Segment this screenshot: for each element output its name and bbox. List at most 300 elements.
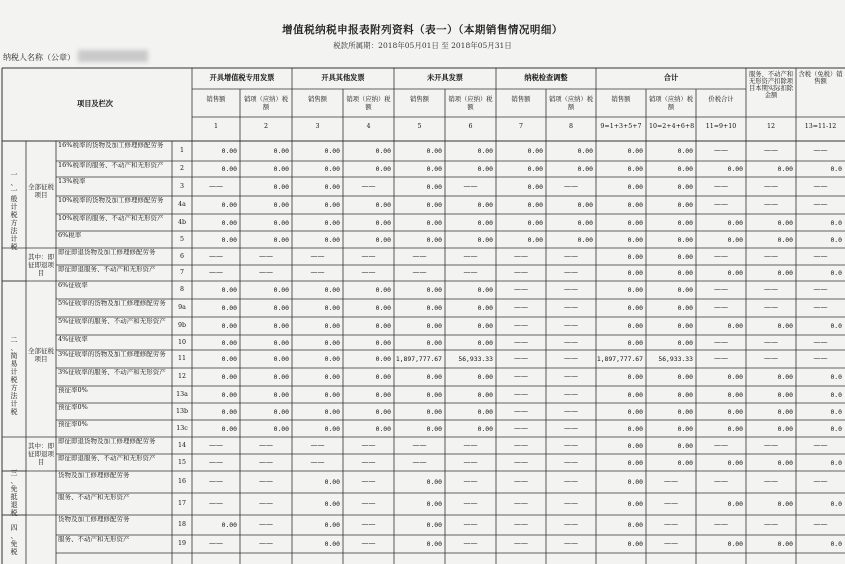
value-cell: 0.00 [426, 540, 442, 548]
value-cell: 0.00 [627, 521, 643, 529]
value-cell: —— [714, 354, 728, 362]
value-cell: —— [361, 520, 376, 528]
value-cell: 0.00 [627, 458, 643, 467]
column-subheader: 销售额 [206, 96, 226, 103]
value-cell: 0.00 [677, 407, 693, 416]
value-cell: —— [514, 337, 528, 346]
value-cell: —— [813, 146, 828, 154]
value-cell: —— [564, 440, 578, 449]
value-cell: 0.0 [830, 235, 842, 244]
column-subheader: 价税合计 [708, 96, 734, 103]
value-cell: 0.0 [830, 322, 842, 330]
tax-period: 税款所属期：2018年05月01日 至 2018年05月31日 [333, 41, 512, 50]
value-cell: 0.00 [324, 218, 340, 227]
value-cell: —— [813, 285, 828, 293]
value-cell: 0.00 [426, 322, 442, 330]
value-cell: —— [209, 181, 223, 190]
column-number: 1 [213, 123, 218, 130]
value-cell: —— [564, 181, 578, 190]
value-cell: —— [664, 520, 678, 528]
value-cell: —— [764, 354, 778, 362]
value-cell: 0.00 [577, 218, 593, 227]
value-cell: 0.00 [677, 182, 693, 191]
value-cell: 0.00 [273, 322, 289, 330]
value-cell: 0.00 [221, 338, 237, 347]
value-cell: —— [463, 251, 478, 260]
value-cell: 0.00 [677, 458, 693, 467]
value-cell: —— [514, 499, 528, 507]
value-cell: 0.00 [777, 235, 793, 244]
value-cell: 0.00 [324, 322, 340, 330]
value-cell: 0.00 [375, 338, 391, 347]
row-line-number: 19 [177, 540, 186, 547]
row-line-number: 12 [177, 373, 186, 380]
value-cell: 0.00 [627, 269, 643, 277]
value-cell: 0.00 [477, 424, 493, 433]
row-line-number: 7 [179, 269, 184, 276]
value-cell: 56,933.33 [458, 355, 493, 363]
column-group-header: 开具增值税专用发票 [209, 73, 275, 82]
value-cell: 0.00 [677, 286, 693, 294]
value-cell: —— [463, 181, 478, 190]
value-cell: 0.00 [324, 424, 340, 433]
value-cell: 0.00 [324, 407, 340, 416]
value-cell: 0.00 [627, 322, 643, 330]
value-cell: 0.00 [677, 165, 693, 173]
value-cell: 0.00 [426, 521, 442, 529]
column-group-header: 纳税检查调整 [524, 73, 568, 82]
row-label: 6%税率 [58, 232, 82, 239]
value-cell: 0.00 [477, 304, 493, 312]
row-line-number: 3 [179, 182, 184, 190]
value-cell: —— [361, 457, 376, 466]
value-cell: —— [714, 181, 728, 190]
value-cell: —— [564, 423, 578, 432]
value-cell: 0.00 [221, 235, 237, 244]
value-cell: 0.00 [273, 182, 289, 191]
value-cell: —— [813, 477, 828, 485]
row-line-number: 2 [179, 165, 184, 172]
value-cell: 0.00 [426, 390, 442, 399]
value-cell: —— [813, 251, 828, 260]
value-cell: 0.00 [324, 355, 340, 363]
value-cell: 0.00 [375, 355, 391, 363]
value-cell: 0.00 [324, 304, 340, 312]
value-cell: 0.00 [426, 286, 442, 294]
value-cell: —— [764, 477, 778, 485]
column-number: 12 [766, 123, 775, 130]
column-number: 9=1+3+5+7 [600, 123, 642, 130]
value-cell: —— [664, 499, 678, 507]
value-cell: 0.00 [627, 540, 643, 548]
row-label: 13%税率 [58, 178, 86, 185]
row-line-number: 1 [179, 147, 184, 154]
value-cell: 0.00 [426, 478, 442, 486]
value-cell: —— [361, 268, 376, 276]
value-cell: —— [361, 499, 376, 507]
value-cell: 0.00 [677, 252, 693, 261]
value-cell: 0.00 [426, 235, 442, 244]
value-cell: 0.00 [777, 390, 793, 399]
value-cell: 0.00 [477, 338, 493, 347]
row-label: 即征即退货物及加工修理修配劳务 [58, 249, 156, 256]
value-cell: 0.00 [627, 235, 643, 244]
value-cell: 0.00 [375, 201, 391, 209]
value-cell: —— [764, 520, 778, 528]
value-cell: 0.00 [677, 322, 693, 330]
column-subheader: 销售额 [308, 96, 327, 103]
value-cell: —— [259, 520, 273, 528]
row-line-number: 9b [177, 322, 187, 329]
value-cell: 0.00 [577, 201, 593, 209]
value-cell: —— [764, 200, 778, 208]
value-cell: 0.00 [221, 165, 237, 173]
value-cell: —— [412, 440, 427, 449]
section-label: 二 、 简 易 计 税 方 法 计 税 [10, 336, 18, 416]
row-line-number: 10 [177, 338, 186, 346]
value-cell: —— [361, 251, 376, 260]
value-cell: —— [664, 539, 678, 547]
value-cell: —— [209, 499, 223, 507]
value-cell: 0.00 [777, 500, 793, 508]
form-title: 增值税纳税申报表附列资料（表一）（本期销售情况明细） [282, 24, 563, 36]
value-cell: —— [714, 520, 728, 528]
value-cell: 0.00 [577, 147, 593, 155]
value-cell: 0.00 [477, 201, 493, 209]
value-cell: 0.00 [221, 201, 237, 209]
value-cell: —— [514, 389, 528, 398]
value-cell: 0.00 [777, 373, 793, 381]
value-cell: 0.00 [627, 407, 643, 416]
value-cell: —— [764, 146, 778, 154]
value-cell: 0.00 [477, 390, 493, 399]
value-cell: 0.00 [627, 441, 643, 450]
row-line-number: 13b [175, 407, 189, 415]
corner-header: 项目及栏次 [77, 99, 113, 108]
value-cell: 0.00 [324, 390, 340, 399]
row-label: 即征即退服务、不动产和无形资产 [58, 266, 156, 273]
value-cell: 0.00 [777, 165, 793, 173]
value-cell: 0.00 [221, 218, 237, 227]
value-cell: —— [564, 539, 578, 547]
value-cell: 0.00 [375, 424, 391, 433]
value-cell: 0.00 [477, 147, 493, 155]
value-cell: 0.0 [830, 218, 842, 227]
value-cell: 0.00 [324, 165, 340, 173]
row-label: 服务、不动产和无形资产 [58, 494, 130, 501]
value-cell: 0.00 [426, 182, 442, 191]
value-cell: 0.00 [221, 424, 237, 433]
value-cell: 0.00 [527, 147, 543, 155]
value-cell: 0.00 [777, 218, 793, 227]
value-cell: 0.00 [727, 540, 743, 548]
value-cell: —— [764, 285, 778, 293]
column-subheader: 销售额 [611, 96, 631, 103]
value-cell: 0.00 [677, 218, 693, 227]
value-cell: —— [463, 477, 478, 485]
section-label: 一 、 一 般 计 税 方 法 计 税 [10, 171, 18, 251]
value-cell: 0.00 [477, 407, 493, 416]
value-cell: 0.00 [273, 304, 289, 312]
column-group-header: 服务、不动产和无形资产扣除项目本期实际扣除金额 [748, 71, 794, 99]
column-number: 6 [468, 123, 473, 130]
row-label: 6%征收率 [58, 282, 88, 289]
value-cell: —— [209, 539, 223, 547]
subsection-label: 全部征税项目 [28, 182, 54, 199]
value-cell: 0.00 [426, 373, 442, 381]
value-cell: —— [714, 440, 728, 449]
row-label: 预征率0% [58, 404, 88, 411]
value-cell: 0.00 [677, 235, 693, 244]
value-cell: —— [514, 539, 528, 547]
value-cell: 0.00 [426, 147, 442, 155]
value-cell: —— [714, 146, 728, 154]
column-subheader: 销项（应纳）税额 [548, 96, 594, 111]
value-cell: 0.00 [527, 182, 543, 191]
value-cell: —— [514, 406, 528, 415]
value-cell: 0.00 [627, 147, 643, 155]
row-label: 服务、不动产和无形资产 [58, 536, 130, 543]
value-cell: 0.00 [375, 235, 391, 244]
value-cell: 0.00 [777, 269, 793, 277]
column-group-header: 含税（免税）销售额 [798, 71, 843, 85]
section-label: 四 、 免 税 [10, 523, 18, 556]
row-line-number: 16 [177, 478, 186, 485]
column-subheader: 销售额 [511, 96, 531, 103]
value-cell: 0.0 [830, 373, 842, 381]
value-cell: 0.00 [527, 235, 543, 244]
value-cell: 0.00 [477, 286, 493, 294]
value-cell: 0.00 [273, 286, 289, 294]
value-cell: 0.0 [830, 424, 842, 433]
value-cell: —— [564, 499, 578, 507]
value-cell: —— [259, 457, 273, 466]
value-cell: —— [764, 181, 778, 190]
value-cell: 0.00 [324, 235, 340, 244]
value-cell: 1,897,777.67 [395, 355, 442, 363]
row-label: 4%征收率 [58, 336, 88, 343]
column-number: 11=9+10 [705, 123, 737, 130]
column-group-header: 合计 [663, 73, 679, 82]
value-cell: 0.00 [627, 390, 643, 399]
value-cell: 0.00 [677, 424, 693, 433]
value-cell: —— [361, 181, 376, 190]
value-cell: 0.00 [677, 269, 693, 277]
row-label: 3%征收率的服务、不动产和无形资产 [58, 369, 166, 376]
value-cell: 0.00 [627, 338, 643, 347]
value-cell: 0.00 [273, 373, 289, 381]
value-cell: 0.00 [677, 390, 693, 399]
value-cell: —— [514, 321, 528, 329]
row-line-number: 17 [177, 500, 186, 507]
value-cell: 0.00 [426, 500, 442, 508]
row-line-number: 13a [176, 390, 188, 398]
value-cell: —— [259, 477, 273, 485]
value-cell: —— [813, 303, 828, 311]
value-cell: —— [714, 285, 728, 293]
value-cell: 0.00 [426, 407, 442, 416]
value-cell: —— [412, 268, 427, 276]
value-cell: —— [259, 440, 273, 449]
value-cell: —— [361, 477, 376, 485]
column-number: 7 [518, 123, 523, 130]
value-cell: 0.0 [830, 407, 842, 416]
column-number: 13=11-12 [804, 123, 837, 130]
value-cell: —— [209, 477, 223, 485]
value-cell: —— [813, 337, 828, 346]
value-cell: 0.00 [221, 521, 237, 529]
value-cell: —— [209, 268, 223, 276]
value-cell: 0.00 [221, 390, 237, 399]
value-cell: —— [514, 354, 528, 362]
value-cell: 0.00 [273, 165, 289, 173]
value-cell: 0.00 [627, 201, 643, 209]
value-cell: 0.00 [727, 269, 743, 277]
value-cell: 0.00 [273, 407, 289, 416]
value-cell: 0.00 [426, 304, 442, 312]
value-cell: 0.00 [727, 407, 743, 416]
value-cell: 0.00 [627, 424, 643, 433]
value-cell: 0.00 [375, 407, 391, 416]
value-cell: 0.00 [627, 218, 643, 227]
value-cell: 0.00 [426, 201, 442, 209]
subsection-label: 其中：即征即退项目 [28, 442, 54, 466]
value-cell: —— [764, 337, 778, 346]
value-cell: —— [813, 354, 828, 362]
value-cell: —— [564, 337, 578, 346]
value-cell: —— [564, 321, 578, 329]
value-cell: —— [259, 251, 273, 260]
value-cell: —— [463, 440, 478, 449]
value-cell: 0.00 [221, 373, 237, 381]
value-cell: 0.00 [677, 441, 693, 450]
value-cell: 0.00 [677, 201, 693, 209]
value-cell: —— [259, 499, 273, 507]
value-cell: —— [514, 520, 528, 528]
value-cell: 0.00 [375, 304, 391, 312]
column-subheader: 销项（应纳）税额 [448, 96, 493, 111]
value-cell: 0.00 [426, 165, 442, 173]
value-cell: —— [714, 477, 728, 485]
subsection-label: 其中：即征即退项目 [28, 252, 54, 277]
value-cell: —— [412, 457, 427, 466]
value-cell: —— [514, 457, 528, 466]
taxpayer-name-label: 纳税人名称（公章） [3, 53, 75, 62]
row-label: 即征即退服务、不动产和无形资产 [58, 455, 156, 462]
value-cell: 0.00 [273, 338, 289, 347]
value-cell: 0.00 [324, 478, 340, 486]
value-cell: 0.00 [677, 147, 693, 155]
value-cell: 0.00 [527, 218, 543, 227]
value-cell: 0.00 [777, 540, 793, 548]
column-number: 4 [366, 123, 371, 130]
value-cell: 0.00 [324, 182, 340, 191]
value-cell: 0.00 [273, 235, 289, 244]
value-cell: 0.00 [426, 424, 442, 433]
column-number: 2 [263, 123, 268, 130]
row-line-number: 18 [177, 521, 186, 528]
value-cell: 0.00 [677, 304, 693, 312]
value-cell: —— [564, 303, 578, 311]
value-cell: —— [514, 372, 528, 380]
value-cell: 0.00 [375, 286, 391, 294]
value-cell: 0.0 [830, 458, 842, 467]
value-cell: —— [764, 303, 778, 311]
value-cell: 0.00 [375, 373, 391, 381]
value-cell: 0.00 [221, 322, 237, 330]
value-cell: 0.00 [273, 201, 289, 209]
value-cell: —— [463, 268, 478, 276]
value-cell: —— [209, 440, 223, 449]
value-cell: —— [714, 200, 728, 208]
value-cell: 0.00 [221, 407, 237, 416]
value-cell: 0.00 [627, 165, 643, 173]
value-cell: 0.00 [221, 286, 237, 294]
value-cell: 0.0 [830, 390, 842, 399]
value-cell: —— [412, 251, 427, 260]
value-cell: —— [463, 520, 478, 528]
value-cell: 0.0 [830, 500, 842, 508]
value-cell: 0.00 [324, 286, 340, 294]
value-cell: —— [764, 251, 778, 260]
value-cell: 0.00 [777, 424, 793, 433]
value-cell: 0.00 [677, 373, 693, 381]
value-cell: 0.00 [426, 338, 442, 347]
value-cell: 0.00 [221, 304, 237, 312]
column-number: 10=2+4+6+8 [649, 123, 695, 130]
value-cell: 0.00 [627, 304, 643, 312]
value-cell: —— [463, 457, 478, 466]
value-cell: 0.00 [477, 165, 493, 173]
column-subheader: 销项（应纳）税额 [648, 96, 694, 111]
value-cell: 0.00 [324, 201, 340, 209]
value-cell: 0.00 [727, 390, 743, 399]
value-cell: —— [310, 251, 325, 260]
row-label: 5%征收率的货物及加工修理修配劳务 [58, 300, 166, 307]
value-cell: —— [564, 251, 578, 260]
value-cell: 0.00 [273, 147, 289, 155]
value-cell: 0.00 [627, 373, 643, 381]
value-cell: —— [564, 372, 578, 380]
column-subheader: 销项（应纳）税额 [243, 96, 289, 111]
value-cell: 0.00 [727, 218, 743, 227]
value-cell: 0.00 [777, 407, 793, 416]
row-label: 16%税率的货物及加工修理修配劳务 [58, 142, 164, 149]
value-cell: —— [361, 440, 376, 449]
value-cell: 0.00 [477, 322, 493, 330]
value-cell: —— [764, 440, 778, 449]
value-cell: 0.00 [727, 322, 743, 330]
value-cell: —— [463, 539, 478, 547]
value-cell: 0.00 [324, 521, 340, 529]
value-cell: 0.00 [221, 147, 237, 155]
row-label: 预征率0% [58, 421, 88, 428]
value-cell: —— [813, 200, 828, 208]
value-cell: 0.00 [324, 500, 340, 508]
value-cell: 0.00 [777, 322, 793, 330]
row-line-number: 14 [177, 441, 186, 449]
value-cell: —— [259, 539, 273, 547]
value-cell: 0.00 [727, 458, 743, 467]
value-cell: —— [514, 251, 528, 260]
value-cell: —— [564, 389, 578, 398]
value-cell: 0.00 [727, 424, 743, 433]
row-line-number: 15 [177, 458, 186, 466]
value-cell: 0.00 [324, 338, 340, 347]
value-cell: —— [564, 285, 578, 293]
column-subheader: 销项（应纳）税额 [346, 96, 391, 111]
value-cell: 0.00 [577, 235, 593, 244]
